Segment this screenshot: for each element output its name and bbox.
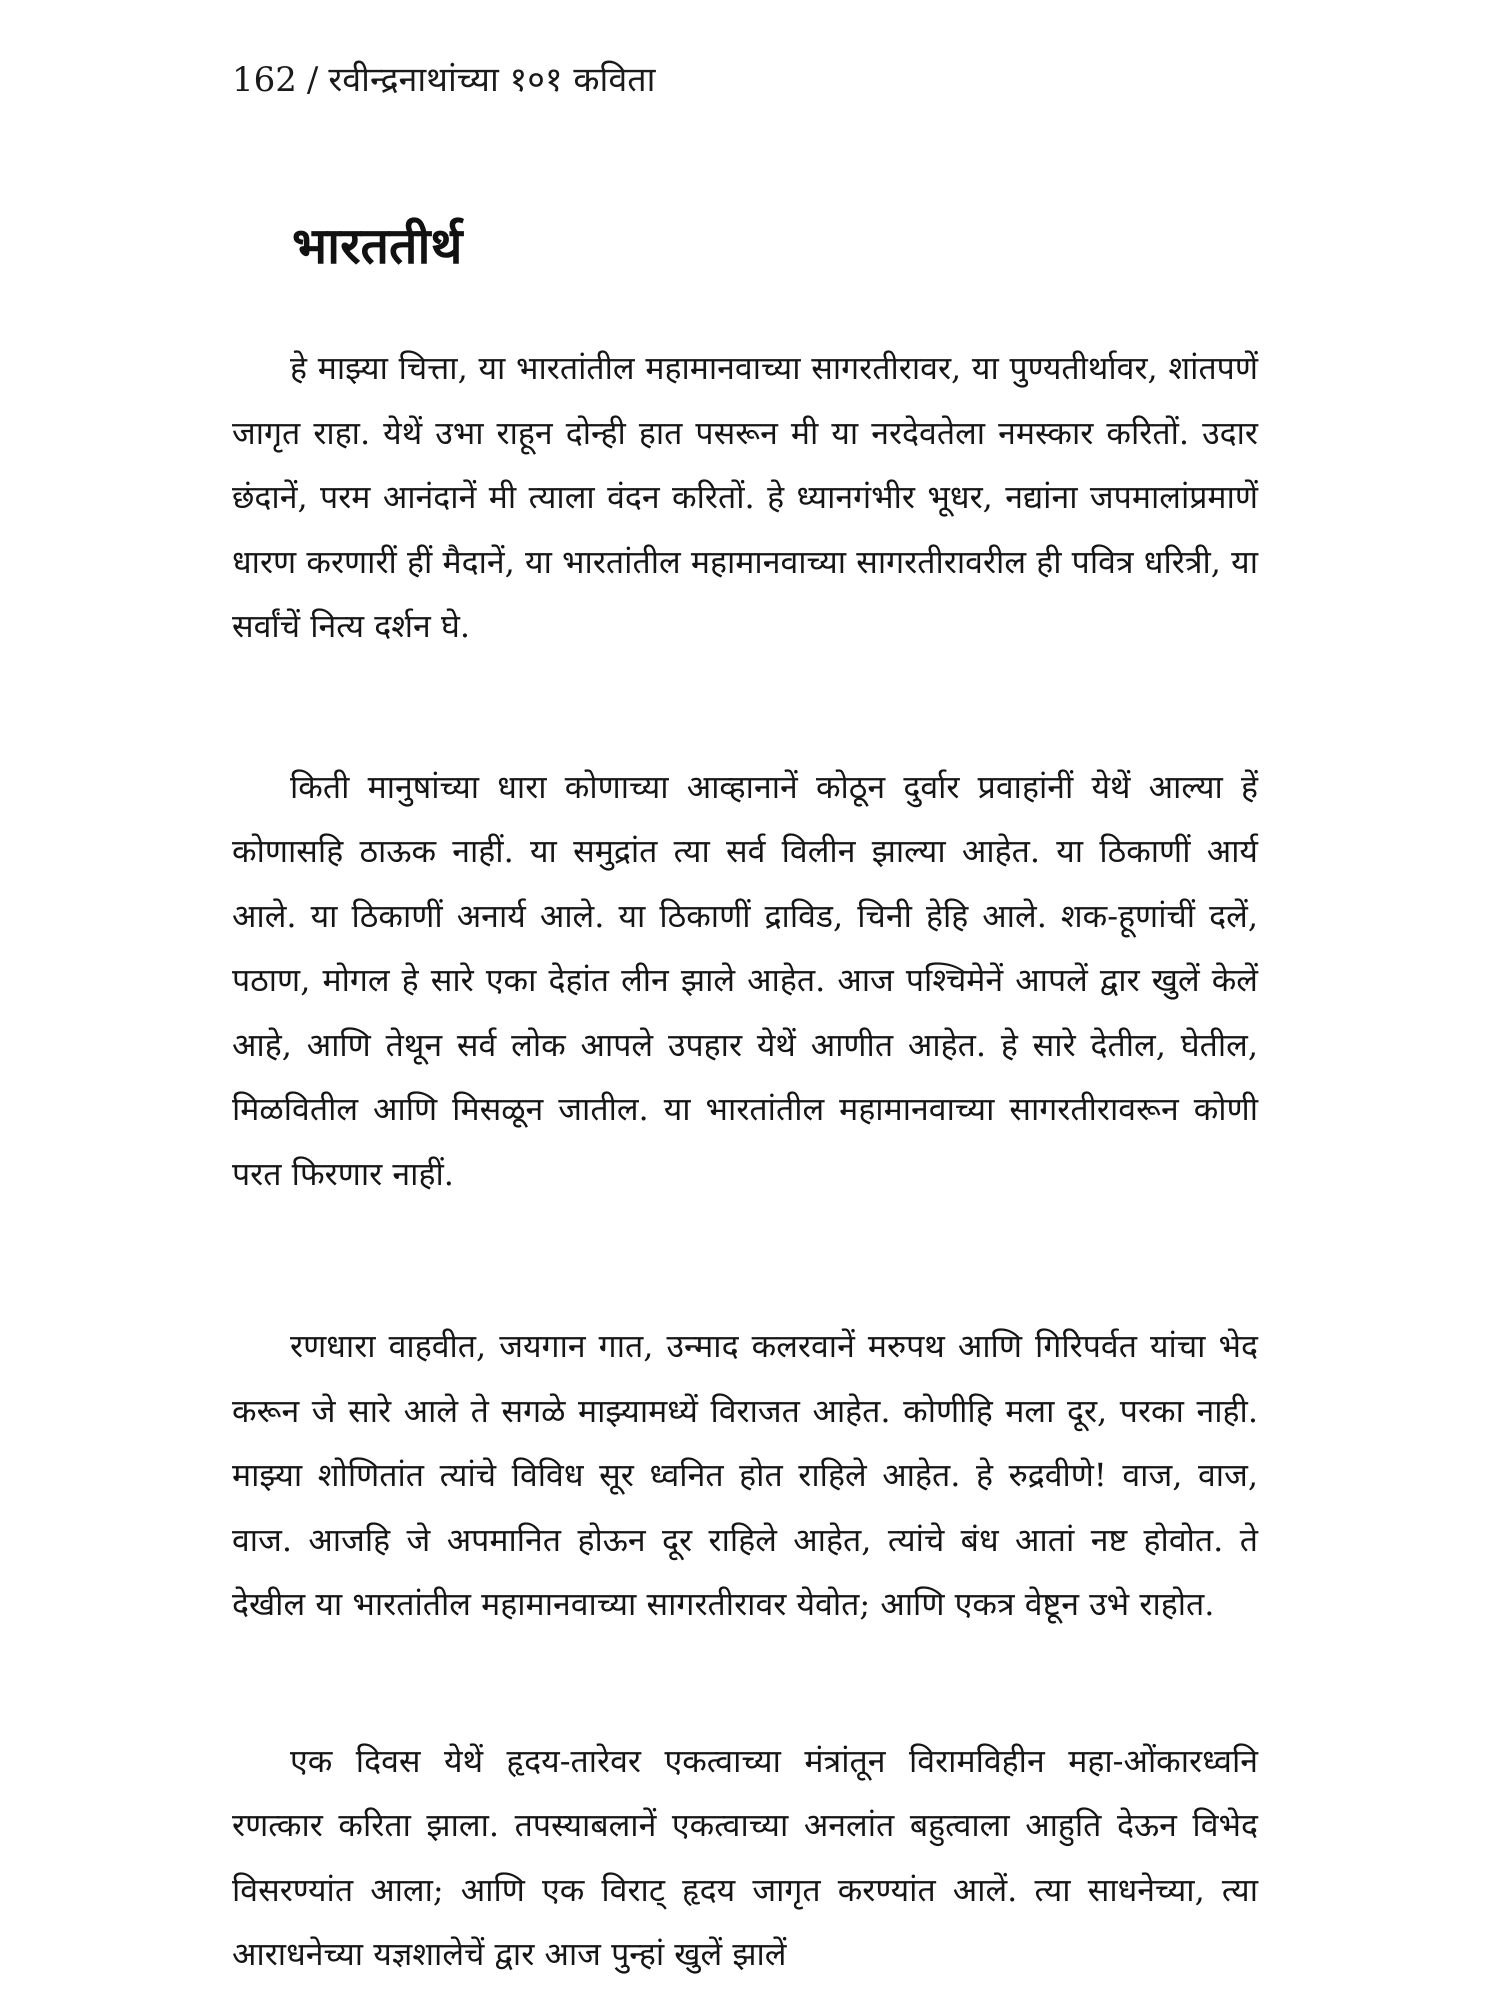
running-header [232,58,655,102]
poem-title: भारततीर्थ [292,217,463,275]
paragraph-3: रणधारा वाहवीत, जयगान गात, उन्माद कलरवानें मरुपथ आणि गिरिपर्वत यांचा भेद करून जे सारे आले ते सगळे माझ्यामध्यें विराजत आहेत. कोणीहि मला दूर, परका नाही. माझ्या शोणितांत त्यांचे विविध सूर ध्वनित होत राहिले आहेत. हे रुद्रवीणे! वाज, वाज, वाज. आजहि जे अपमानित होऊन दूर राहिले आहेत, त्यांचे बंध आतां नष्ट होवोत. ते देखील या भारतांतील महामानवाच्या सागरतीरावर येवोत; आणि एकत्र वेष्टून उभे राहोत. [232,1327,1258,1623]
paragraph-4: एक दिवस येथें हृदय-तारेवर एकत्वाच्या मंत्रांतून विरामविहीन महा-ओंकारध्वनि रणत्कार करिता झाला. तपस्याबलानें एकत्वाच्या अनलांत बहुत्वाला आहुति देऊन विभेद विसरण्यांत आला; आणि एक विराट् हृदय जागृत करण्यांत आलें. त्या साधनेच्या, त्या आराधनेच्या यज्ञशालेचें द्वार आज पुन्हां खुलें झालें [232,1741,1258,1973]
poem-body [232,336,1258,1987]
book-title: रवीन्द्रनाथांच्या १०१ कविता [328,60,656,100]
header-separator: / [306,60,319,100]
page-number: 162 [232,60,297,100]
paragraph-1: हे माझ्या चित्ता, या भारतांतील महामानवाच्या सागरतीरावर, या पुण्यतीर्थावर, शांतपणें जागृत राहा. येथें उभा राहून दोन्ही हात पसरून मी या नरदेवतेला नमस्कार करितों. उदार छंदानें, परम आनंदानें मी त्याला वंदन करितों. हे ध्यानगंभीर भूधर, नद्यांना जपमालांप्रमाणें धारण करणारीं हीं मैदानें, या भारतांतील महामानवाच्या सागरतीरावरील ही पवित्र धरित्री, या सर्वांचें नित्य दर्शन घे. [232,349,1258,645]
paragraph-2: किती मानुषांच्या धारा कोणाच्या आव्हानानें कोठून दुर्वार प्रवाहांनीं येथें आल्या हें कोणासहि ठाऊक नाहीं. या समुद्रांत त्या सर्व विलीन झाल्या आहेत. या ठिकाणीं आर्य आले. या ठिकाणीं अनार्य आले. या ठिकाणीं द्राविड, चिनी हेहि आले. शक-हूणांचीं दलें, पठाण, मोगल हे सारे एका देहांत लीन झाले आहेत. आज पश्चिमेनें आपलें द्वार खुलें केलें आहे, आणि तेथून सर्व लोक आपले उपहार येथें आणीत आहेत. हे सारे देतील, घेतील, मिळवितील आणि मिसळून जातील. या भारतांतील महामानवाच्या सागरतीरावरून कोणी परत फिरणार नाहीं. [232,767,1258,1193]
